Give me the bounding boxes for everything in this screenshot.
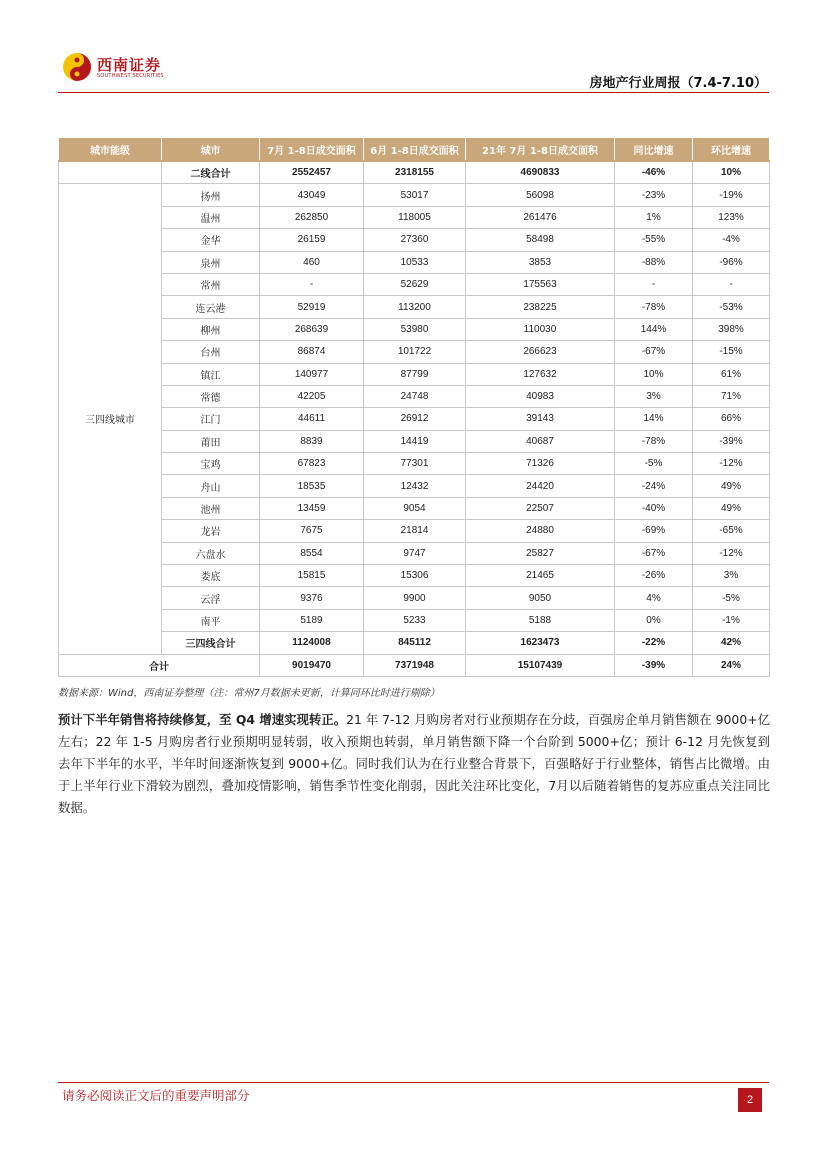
logo-mark-icon [62,52,92,82]
table-row [59,273,770,295]
table-cell: -39% [693,430,770,452]
city-name: 六盘水 [162,542,260,564]
city-name: 常州 [162,273,260,295]
table-cell: 4690833 [466,161,615,184]
table-cell: 26912 [364,408,466,430]
table-cell: 9050 [466,587,615,609]
table-cell: 24748 [364,385,466,407]
table-cell: 15815 [260,565,364,587]
table-cell: 1% [615,206,693,228]
city-name: 温州 [162,206,260,228]
table-row [59,587,770,609]
table-cell: 398% [693,318,770,340]
tier34-total-row [59,632,770,654]
table-cell: -4% [693,229,770,251]
table-row [59,296,770,318]
table-cell: 8839 [260,430,364,452]
city-name: 宝鸡 [162,453,260,475]
table-cell: 845112 [364,632,466,654]
logo-text-en: SOUTHWEST SECURITIES [97,73,164,79]
table-cell: 268639 [260,318,364,340]
table-cell: 24420 [466,475,615,497]
table-cell: 42% [693,632,770,654]
table-cell: 9019470 [260,654,364,676]
table-cell: 21465 [466,565,615,587]
table-cell: 12432 [364,475,466,497]
table-cell: 2552457 [260,161,364,184]
table-cell: 15107439 [466,654,615,676]
table-row [59,184,770,206]
table-cell: 42205 [260,385,364,407]
table-row [59,206,770,228]
table-cell: 43049 [260,184,364,206]
table-cell: -15% [693,341,770,363]
table-row [59,318,770,340]
table-cell: 4% [615,587,693,609]
table-cell: 61% [693,363,770,385]
header-city: 城市 [162,138,260,162]
table-cell: - [260,273,364,295]
city-name: 龙岩 [162,520,260,542]
city-name: 柳州 [162,318,260,340]
table-cell: 3% [693,565,770,587]
table-cell: 58498 [466,229,615,251]
table-row [59,475,770,497]
city-name: 金华 [162,229,260,251]
table-cell: 25827 [466,542,615,564]
table-cell: -12% [693,542,770,564]
table-cell: -78% [615,296,693,318]
report-title: 房地产行业周报（7.4-7.10） [589,76,767,91]
table-cell: 7371948 [364,654,466,676]
table-cell: 49% [693,497,770,519]
table-cell: 1623473 [466,632,615,654]
table-cell: -78% [615,430,693,452]
table-cell: 8554 [260,542,364,564]
header-city-tier: 城市能级 [59,138,162,162]
city-name: 云浮 [162,587,260,609]
grand-total-row [59,654,770,676]
table-cell: 71% [693,385,770,407]
table-cell: -12% [693,453,770,475]
table-cell: 40687 [466,430,615,452]
table-cell: 67823 [260,453,364,475]
table-cell: 266623 [466,341,615,363]
paragraph-body: 21 年 7-12 月购房者对行业预期存在分歧，百强房企单月销售额在 9000+亿左右；22 年 1-5 月购房者行业预期明显转弱，收入预期也转弱，单月销售额下降一个台阶到 5000+亿；预计 6-12 月先恢复到去年下半年的水平，半年时间逐渐恢复到 9000+亿。同时我们认为在行业整合背景下，百强略好于行业整体，销售占比微增。由于上半年行业下滑较为剧烈，叠加疫情影响，销售季节性变化削弱，因此关注环比变化，7月以后随着销售的复苏应重点关注同比数据。 [58,712,770,815]
table-cell: -22% [615,632,693,654]
logo-text-cn: 西南证券 [97,56,162,74]
table-cell: 24880 [466,520,615,542]
table-cell: -67% [615,341,693,363]
table-cell: 2318155 [364,161,466,184]
table-cell: -55% [615,229,693,251]
header-divider [58,92,769,93]
paragraph-lead: 预计下半年销售将持续修复，至 Q4 增速实现转正。 [58,712,347,727]
header-yoy: 同比增速 [615,138,693,162]
table-cell: 101722 [364,341,466,363]
table-cell: 13459 [260,497,364,519]
table-cell: 262850 [260,206,364,228]
city-name: 扬州 [162,184,260,206]
table-cell: 140977 [260,363,364,385]
table-cell: 3% [615,385,693,407]
table-cell: 9747 [364,542,466,564]
table-cell: -23% [615,184,693,206]
table-row [59,408,770,430]
table-cell: 22507 [466,497,615,519]
table-cell: 123% [693,206,770,228]
city-name: 泉州 [162,251,260,273]
table-cell: 49% [693,475,770,497]
table-cell: 9900 [364,587,466,609]
city-name: 常德 [162,385,260,407]
table-cell: 10% [693,161,770,184]
row-label: 三四线合计 [162,632,260,654]
table-cell: 71326 [466,453,615,475]
table-cell: 113200 [364,296,466,318]
table-cell: 66% [693,408,770,430]
city-name: 舟山 [162,475,260,497]
company-logo [62,52,182,86]
city-name: 镇江 [162,363,260,385]
table-row [59,497,770,519]
table-cell: 52629 [364,273,466,295]
table-cell: 86874 [260,341,364,363]
table-cell: 1124008 [260,632,364,654]
table-cell: 5233 [364,609,466,631]
table-cell: 460 [260,251,364,273]
table-cell: -96% [693,251,770,273]
table-cell: 7675 [260,520,364,542]
table-cell: 238225 [466,296,615,318]
table-cell: 56098 [466,184,615,206]
table-cell: 10% [615,363,693,385]
city-name: 江门 [162,408,260,430]
page-number: 2 [738,1088,762,1112]
table-cell: -67% [615,542,693,564]
table-cell: 118005 [364,206,466,228]
table-cell: -69% [615,520,693,542]
table-row [59,520,770,542]
table-cell: - [693,273,770,295]
footer-divider [58,1082,769,1083]
table-cell: 110030 [466,318,615,340]
table-cell: - [615,273,693,295]
table-row [59,609,770,631]
table-cell: -5% [693,587,770,609]
body-paragraph [58,709,770,819]
header-mom: 环比增速 [693,138,770,162]
table-cell: 87799 [364,363,466,385]
table-cell: -5% [615,453,693,475]
disclaimer-text: 请务必阅读正文后的重要声明部分 [62,1088,250,1103]
table-cell: 14419 [364,430,466,452]
table-row [59,542,770,564]
table-cell: 261476 [466,206,615,228]
table-row [59,453,770,475]
table-cell: -40% [615,497,693,519]
table-cell: 14% [615,408,693,430]
table-cell: -19% [693,184,770,206]
table-header-row [59,138,770,162]
table-cell: -24% [615,475,693,497]
header-2021-july-area: 21年 7月 1-8日成交面积 [466,138,615,162]
table-cell: 24% [693,654,770,676]
table-cell: 44611 [260,408,364,430]
table-cell: 53017 [364,184,466,206]
city-name: 池州 [162,497,260,519]
table-cell: 10533 [364,251,466,273]
table-cell: 175563 [466,273,615,295]
data-source-note: 数据来源：Wind，西南证券整理（注：常州7月数据未更新，计算同环比时进行剔除） [58,688,440,699]
table-cell: -53% [693,296,770,318]
table-cell: 53980 [364,318,466,340]
table-row [59,229,770,251]
second-tier-total-row [59,161,770,184]
city-name: 娄底 [162,565,260,587]
table-cell: 21814 [364,520,466,542]
table-cell: 0% [615,609,693,631]
table-cell: 9376 [260,587,364,609]
table-cell: 18535 [260,475,364,497]
table-cell: 144% [615,318,693,340]
table-cell: -26% [615,565,693,587]
table-cell: 5188 [466,609,615,631]
table-cell: -39% [615,654,693,676]
table-row [59,363,770,385]
table-row [59,251,770,273]
table-cell: 40983 [466,385,615,407]
table-cell: 39143 [466,408,615,430]
table-cell-empty [59,161,162,184]
table-cell: 9054 [364,497,466,519]
row-label: 合计 [59,654,260,676]
table-cell: -65% [693,520,770,542]
city-tier-label: 三四线城市 [59,184,162,654]
table-cell: 26159 [260,229,364,251]
city-name: 南平 [162,609,260,631]
table-cell: -46% [615,161,693,184]
sales-table [58,137,770,677]
table-row [59,385,770,407]
table-cell: 27360 [364,229,466,251]
table-cell: 5189 [260,609,364,631]
city-name: 莆田 [162,430,260,452]
table-cell: -1% [693,609,770,631]
table-cell: 15306 [364,565,466,587]
table-row [59,565,770,587]
table-cell: 3853 [466,251,615,273]
table-cell: -88% [615,251,693,273]
header-june-area: 6月 1-8日成交面积 [364,138,466,162]
city-name: 连云港 [162,296,260,318]
table-row [59,430,770,452]
table-cell: 52919 [260,296,364,318]
table-cell: 77301 [364,453,466,475]
table-cell: 127632 [466,363,615,385]
city-name: 台州 [162,341,260,363]
table-row [59,341,770,363]
header-july-area: 7月 1-8日成交面积 [260,138,364,162]
row-label: 二线合计 [162,161,260,184]
